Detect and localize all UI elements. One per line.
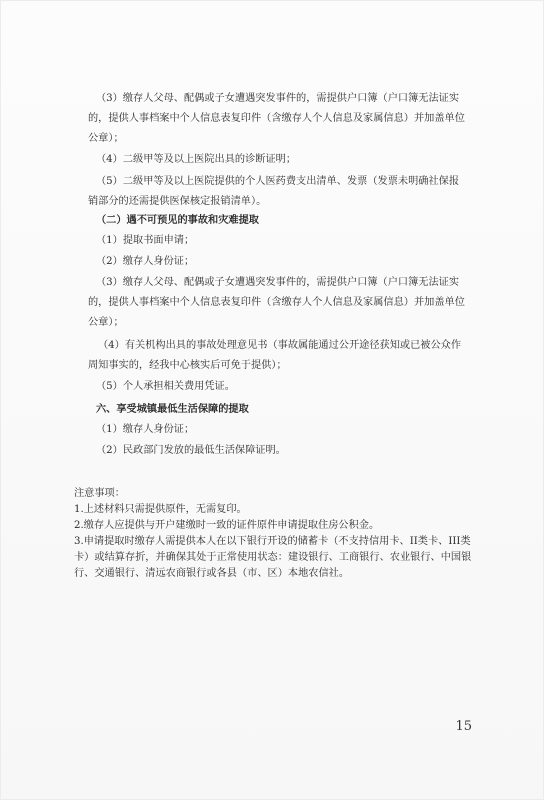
notes-section	[74, 486, 484, 582]
note-item: 3.申请提取时缴存人需提供本人在以下银行开设的储蓄卡（不支持信用卡、II类卡、III类卡）或结算存折，并确保其处于正常使用状态：建设银行、工商银行、农业银行、中国银行、交通银行、清远农商银行或各县（市、区）本地农信社。	[74, 536, 472, 579]
paragraph-5-medical-expenses	[88, 172, 466, 212]
paragraph-2-id-card	[88, 252, 466, 272]
section-heading: （二）遇不可预见的事故和灾难提取	[96, 214, 259, 226]
paragraph-4-diagnosis	[88, 150, 466, 170]
paragraph-text: （2）缴存人身份证；	[96, 256, 195, 267]
section-heading: 六、享受城镇最低生活保障的提取	[96, 403, 249, 415]
paragraph-4-accident-report	[88, 336, 466, 376]
paragraph-1-written-application	[88, 231, 466, 251]
paragraph-text: （1）缴存人身份证；	[96, 424, 195, 435]
paragraph-2-min-living-certificate	[88, 441, 466, 461]
page-number: 15	[455, 719, 472, 734]
paragraph-text: （4）有关机构出具的事故处理意见书（事故属能通过公开途径获知或已被公众作周知事实的，经我中心核实后可免于提供）；	[88, 340, 462, 371]
section-heading-min-living	[88, 399, 466, 419]
notes-title: 注意事项：	[74, 488, 125, 499]
paragraph-text: （3）缴存人父母、配偶或子女遭遇突发事件的，需提供户口簿（户口簿无法证实的，提供人事档案中个人信息表复印件（含缴存人个人信息及家属信息）并加盖单位公章）；	[88, 93, 465, 144]
paragraph-text: （2）民政部门发放的最低生活保障证明。	[96, 445, 286, 456]
paragraph-text: （4）二级甲等及以上医院出具的诊断证明；	[96, 154, 297, 165]
paragraph-1-id-card	[88, 420, 466, 440]
paragraph-text: （5）个人承担相关费用凭证。	[96, 381, 235, 392]
section-heading-accident	[88, 210, 466, 230]
note-item: 1.上述材料只需提供原件，无需复印。	[74, 504, 247, 515]
paragraph-text: （5）二级甲等及以上医院提供的个人医药费支出清单、发票（发票未明确社保报销部分的还需提供医保核定报销清单）。	[88, 176, 460, 207]
paragraph-text: （1）提取书面申请；	[96, 235, 195, 246]
paragraph-text: （3）缴存人父母、配偶或子女遭遇突发事件的，需提供户口簿（户口簿无法证实的，提供人事档案中个人信息表复印件（含缴存人个人信息及家属信息）并加盖单位公章）；	[88, 277, 465, 328]
paragraph-3-emergency-proof	[88, 89, 466, 149]
note-item: 2.缴存人应提供与开户建缴时一致的证件原件申请提取住房公积金。	[74, 520, 380, 531]
paragraph-5-expense-vouchers	[88, 377, 466, 397]
paragraph-3-emergency-proof-2	[88, 273, 466, 333]
